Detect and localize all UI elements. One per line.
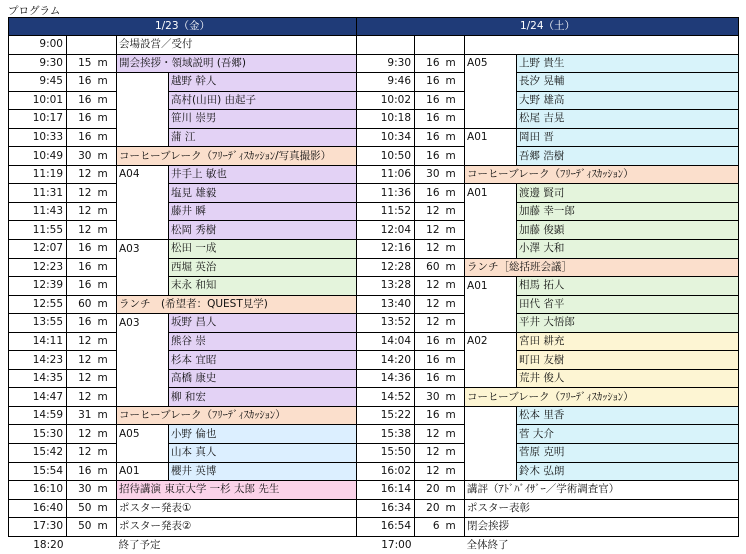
duration-cell: 12 bbox=[67, 369, 95, 388]
speaker-cell: 坂野 昌人 bbox=[169, 314, 357, 333]
speaker-cell: 松岡 秀樹 bbox=[169, 221, 357, 240]
duration-cell: 16 bbox=[67, 258, 95, 277]
unit-cell: m bbox=[95, 332, 117, 351]
unit-cell: m bbox=[443, 295, 465, 314]
speaker-cell: 柳 和宏 bbox=[169, 388, 357, 407]
time-cell: 10:34 bbox=[357, 128, 415, 147]
group-cell: A03 bbox=[117, 314, 169, 333]
speaker-cell: 高橋 康史 bbox=[169, 369, 357, 388]
table-row bbox=[9, 128, 739, 147]
table-row bbox=[9, 73, 739, 92]
duration-cell: 12 bbox=[415, 240, 443, 259]
time-cell: 14:52 bbox=[357, 388, 415, 407]
duration-cell bbox=[67, 36, 95, 55]
duration-cell: 16 bbox=[415, 406, 443, 425]
duration-cell: 60 bbox=[67, 295, 95, 314]
table-header-row bbox=[9, 18, 739, 36]
unit-cell: m bbox=[95, 351, 117, 370]
duration-cell: 20 bbox=[415, 499, 443, 518]
time-cell: 14:20 bbox=[357, 351, 415, 370]
time-cell: 10:18 bbox=[357, 110, 415, 129]
group-cell: A01 bbox=[465, 184, 517, 203]
unit-cell: m bbox=[95, 54, 117, 73]
unit-cell: m bbox=[443, 462, 465, 481]
unit-cell: m bbox=[95, 425, 117, 444]
speaker-cell: 加藤 俊顕 bbox=[517, 221, 739, 240]
speaker-cell: 櫻井 英博 bbox=[169, 462, 357, 481]
session-cell: 開会挨拶・領域説明 (吾郷) bbox=[117, 54, 357, 73]
table-row bbox=[9, 110, 739, 129]
speaker-cell: 荒井 俊人 bbox=[517, 369, 739, 388]
time-cell: 10:50 bbox=[357, 147, 415, 166]
duration-cell: 16 bbox=[67, 240, 95, 259]
duration-cell: 16 bbox=[415, 147, 443, 166]
session-cell: 終了予定 bbox=[118, 539, 161, 552]
unit-cell: m bbox=[95, 165, 117, 184]
table-row bbox=[9, 462, 739, 481]
duration-cell: 16 bbox=[415, 54, 443, 73]
unit-cell: m bbox=[443, 314, 465, 333]
time-cell: 15:42 bbox=[9, 444, 67, 463]
session-cell bbox=[465, 36, 739, 55]
time-cell: 15:54 bbox=[9, 462, 67, 481]
speaker-cell: 小澤 大和 bbox=[517, 240, 739, 259]
time-cell: 11:55 bbox=[9, 221, 67, 240]
group-cell bbox=[117, 277, 169, 296]
unit-cell: m bbox=[95, 184, 117, 203]
unit-cell: m bbox=[443, 221, 465, 240]
time-cell: 9:30 bbox=[9, 54, 67, 73]
time-cell: 12:39 bbox=[9, 277, 67, 296]
time-cell: 10:01 bbox=[9, 91, 67, 110]
duration-cell: 12 bbox=[415, 314, 443, 333]
duration-cell: 12 bbox=[415, 202, 443, 221]
session-cell: 閉会挨拶 bbox=[465, 518, 739, 537]
unit-cell: m bbox=[95, 73, 117, 92]
group-cell bbox=[117, 110, 169, 129]
speaker-cell: 田代 省平 bbox=[517, 295, 739, 314]
table-row bbox=[9, 202, 739, 221]
speaker-cell: 末永 和知 bbox=[169, 277, 357, 296]
group-cell bbox=[465, 462, 517, 481]
duration-cell: 16 bbox=[415, 369, 443, 388]
session-cell: 会場設営／受付 bbox=[117, 36, 357, 55]
table-row bbox=[9, 351, 739, 370]
duration-cell: 16 bbox=[67, 73, 95, 92]
unit-cell: m bbox=[95, 147, 117, 166]
duration-cell: 16 bbox=[67, 277, 95, 296]
table-row bbox=[9, 221, 739, 240]
duration-cell: 12 bbox=[415, 277, 443, 296]
session-cell: 招待講演 東京大学 一杉 太郎 先生 bbox=[117, 481, 357, 500]
unit-cell: m bbox=[443, 388, 465, 407]
session-cell: コーヒーブレーク（ﾌﾘｰﾃﾞｨｽｶｯｼｮﾝ/写真撮影） bbox=[117, 147, 357, 166]
unit-cell: m bbox=[443, 184, 465, 203]
unit-cell: m bbox=[443, 258, 465, 277]
duration-cell: 12 bbox=[67, 332, 95, 351]
table-row bbox=[9, 481, 739, 500]
time-cell: 14:59 bbox=[9, 406, 67, 425]
speaker-cell: 鈴木 弘朗 bbox=[517, 462, 739, 481]
duration-cell: 16 bbox=[67, 110, 95, 129]
duration-cell: 6 bbox=[415, 518, 443, 537]
group-cell bbox=[117, 128, 169, 147]
table-row bbox=[9, 369, 739, 388]
duration-cell: 16 bbox=[67, 462, 95, 481]
unit-cell: m bbox=[95, 314, 117, 333]
time-cell: 15:38 bbox=[357, 425, 415, 444]
speaker-cell: 平井 大悟郎 bbox=[517, 314, 739, 333]
unit-cell: m bbox=[443, 481, 465, 500]
unit-cell: m bbox=[443, 165, 465, 184]
time-cell: 13:28 bbox=[357, 277, 415, 296]
duration-cell: 12 bbox=[67, 388, 95, 407]
time-cell: 11:19 bbox=[9, 165, 67, 184]
group-cell: A01 bbox=[117, 462, 169, 481]
unit-cell: m bbox=[443, 54, 465, 73]
group-cell bbox=[465, 425, 517, 444]
duration-cell: 12 bbox=[415, 425, 443, 444]
table-row bbox=[9, 91, 739, 110]
duration-cell: 16 bbox=[67, 314, 95, 333]
speaker-cell: 松尾 吉晃 bbox=[517, 110, 739, 129]
unit-cell: m bbox=[443, 406, 465, 425]
time-cell bbox=[357, 36, 415, 55]
unit-cell: m bbox=[95, 221, 117, 240]
time-cell: 9:46 bbox=[357, 73, 415, 92]
speaker-cell: 蒲 江 bbox=[169, 128, 357, 147]
group-cell: A01 bbox=[465, 277, 517, 296]
time-cell: 16:40 bbox=[9, 499, 67, 518]
time-cell: 15:30 bbox=[9, 425, 67, 444]
group-cell bbox=[117, 202, 169, 221]
duration-cell: 30 bbox=[415, 165, 443, 184]
group-cell: A05 bbox=[117, 425, 169, 444]
duration-cell: 16 bbox=[415, 332, 443, 351]
duration-cell: 30 bbox=[67, 147, 95, 166]
duration-cell: 12 bbox=[415, 295, 443, 314]
unit-cell: m bbox=[443, 425, 465, 444]
speaker-cell: 松田 一成 bbox=[169, 240, 357, 259]
day1-header: 1/23（金） bbox=[9, 18, 357, 36]
group-cell bbox=[117, 332, 169, 351]
session-cell: コーヒーブレーク（ﾌﾘｰﾃﾞｨｽｶｯｼｮﾝ） bbox=[465, 165, 739, 184]
unit-cell: m bbox=[443, 202, 465, 221]
unit-cell bbox=[443, 36, 465, 55]
unit-cell: m bbox=[443, 240, 465, 259]
time-cell: 18:20 bbox=[33, 539, 64, 552]
unit-cell: m bbox=[443, 444, 465, 463]
unit-cell: m bbox=[443, 369, 465, 388]
time-cell: 16:02 bbox=[357, 462, 415, 481]
duration-cell: 15 bbox=[67, 54, 95, 73]
time-cell: 16:54 bbox=[357, 518, 415, 537]
speaker-cell: 松本 里香 bbox=[517, 406, 739, 425]
table-row bbox=[9, 518, 739, 537]
duration-cell: 30 bbox=[67, 481, 95, 500]
group-cell bbox=[117, 444, 169, 463]
group-cell bbox=[117, 91, 169, 110]
unit-cell: m bbox=[95, 462, 117, 481]
unit-cell bbox=[95, 536, 117, 554]
day2-header: 1/24（土） bbox=[357, 18, 739, 36]
duration-cell: 12 bbox=[67, 165, 95, 184]
table-row bbox=[9, 425, 739, 444]
time-cell: 12:07 bbox=[9, 240, 67, 259]
time-cell: 13:52 bbox=[357, 314, 415, 333]
unit-cell: m bbox=[443, 91, 465, 110]
session-cell: ランチ［総括班会議］ bbox=[465, 258, 739, 277]
group-cell bbox=[465, 444, 517, 463]
speaker-cell: 菅原 克明 bbox=[517, 444, 739, 463]
group-cell bbox=[465, 351, 517, 370]
speaker-cell: 大野 雄高 bbox=[517, 91, 739, 110]
duration-cell: 12 bbox=[415, 444, 443, 463]
time-cell: 11:36 bbox=[357, 184, 415, 203]
unit-cell: m bbox=[95, 481, 117, 500]
time-cell: 10:17 bbox=[9, 110, 67, 129]
group-cell bbox=[465, 202, 517, 221]
duration-cell: 12 bbox=[67, 425, 95, 444]
schedule-table bbox=[8, 17, 739, 554]
group-cell bbox=[465, 110, 517, 129]
session-cell: 全体終了 bbox=[466, 539, 509, 552]
duration-cell: 12 bbox=[67, 221, 95, 240]
unit-cell: m bbox=[95, 295, 117, 314]
duration-cell bbox=[415, 536, 443, 554]
speaker-cell: 笹川 崇男 bbox=[169, 110, 357, 129]
table-row bbox=[9, 165, 739, 184]
time-cell: 14:04 bbox=[357, 332, 415, 351]
session-cell: コーヒーブレーク（ﾌﾘｰﾃﾞｨｽｶｯｼｮﾝ） bbox=[117, 406, 357, 425]
time-cell: 12:16 bbox=[357, 240, 415, 259]
table-row bbox=[9, 36, 739, 55]
speaker-cell: 吾郷 浩樹 bbox=[517, 147, 739, 166]
duration-cell: 20 bbox=[415, 481, 443, 500]
duration-cell bbox=[415, 36, 443, 55]
group-cell bbox=[465, 314, 517, 333]
table-row bbox=[9, 258, 739, 277]
time-cell: 17:00 bbox=[381, 539, 412, 552]
group-cell bbox=[117, 351, 169, 370]
speaker-cell: 渡邊 賢司 bbox=[517, 184, 739, 203]
time-cell: 12:55 bbox=[9, 295, 67, 314]
session-cell: ポスター発表② bbox=[117, 518, 357, 537]
table-row bbox=[9, 332, 739, 351]
unit-cell: m bbox=[95, 499, 117, 518]
time-cell: 13:55 bbox=[9, 314, 67, 333]
time-cell: 13:40 bbox=[357, 295, 415, 314]
time-cell: 17:30 bbox=[9, 518, 67, 537]
unit-cell: m bbox=[443, 499, 465, 518]
duration-cell: 12 bbox=[415, 462, 443, 481]
unit-cell: m bbox=[443, 518, 465, 537]
duration-cell: 12 bbox=[67, 351, 95, 370]
time-cell: 16:10 bbox=[9, 481, 67, 500]
time-cell: 9:45 bbox=[9, 73, 67, 92]
time-cell: 11:52 bbox=[357, 202, 415, 221]
speaker-cell: 上野 貴生 bbox=[517, 54, 739, 73]
unit-cell: m bbox=[95, 202, 117, 221]
speaker-cell: 熊谷 崇 bbox=[169, 332, 357, 351]
group-cell bbox=[465, 91, 517, 110]
table-row bbox=[9, 314, 739, 333]
table-row bbox=[9, 536, 739, 554]
duration-cell: 12 bbox=[415, 221, 443, 240]
duration-cell: 31 bbox=[67, 406, 95, 425]
unit-cell: m bbox=[95, 518, 117, 537]
speaker-cell: 越野 幹人 bbox=[169, 73, 357, 92]
speaker-cell: 塩見 雄毅 bbox=[169, 184, 357, 203]
table-row bbox=[9, 444, 739, 463]
group-cell bbox=[465, 221, 517, 240]
speaker-cell: 井手上 敏也 bbox=[169, 165, 357, 184]
session-cell: ランチ (希望者：QUEST見学) bbox=[117, 295, 357, 314]
duration-cell: 16 bbox=[415, 184, 443, 203]
time-cell: 10:33 bbox=[9, 128, 67, 147]
unit-cell: m bbox=[95, 406, 117, 425]
group-cell: A03 bbox=[117, 240, 169, 259]
unit-cell: m bbox=[95, 91, 117, 110]
duration-cell: 50 bbox=[67, 518, 95, 537]
duration-cell: 60 bbox=[415, 258, 443, 277]
duration-cell: 30 bbox=[415, 388, 443, 407]
speaker-cell: 岡田 晋 bbox=[517, 128, 739, 147]
group-cell bbox=[465, 147, 517, 166]
unit-cell: m bbox=[95, 277, 117, 296]
duration-cell: 12 bbox=[67, 184, 95, 203]
time-cell: 12:04 bbox=[357, 221, 415, 240]
duration-cell bbox=[67, 536, 95, 554]
time-cell: 9:00 bbox=[9, 36, 67, 55]
duration-cell: 16 bbox=[415, 128, 443, 147]
duration-cell: 16 bbox=[415, 351, 443, 370]
unit-cell: m bbox=[95, 444, 117, 463]
speaker-cell: 菅 大介 bbox=[517, 425, 739, 444]
table-row bbox=[9, 295, 739, 314]
group-cell bbox=[117, 388, 169, 407]
session-cell: ポスター発表① bbox=[117, 499, 357, 518]
speaker-cell: 加藤 幸一郎 bbox=[517, 202, 739, 221]
unit-cell: m bbox=[443, 277, 465, 296]
time-cell: 14:36 bbox=[357, 369, 415, 388]
unit-cell: m bbox=[443, 128, 465, 147]
unit-cell: m bbox=[95, 258, 117, 277]
duration-cell: 16 bbox=[67, 128, 95, 147]
duration-cell: 50 bbox=[67, 499, 95, 518]
table-row bbox=[9, 184, 739, 203]
table-row bbox=[9, 277, 739, 296]
group-cell bbox=[117, 369, 169, 388]
speaker-cell: 西堀 英治 bbox=[169, 258, 357, 277]
speaker-cell: 町田 友樹 bbox=[517, 351, 739, 370]
table-row bbox=[9, 406, 739, 425]
group-cell bbox=[117, 184, 169, 203]
table-row bbox=[9, 147, 739, 166]
time-cell: 16:34 bbox=[357, 499, 415, 518]
group-cell bbox=[465, 406, 517, 425]
speaker-cell: 山本 真人 bbox=[169, 444, 357, 463]
group-cell: A04 bbox=[117, 165, 169, 184]
unit-cell: m bbox=[443, 147, 465, 166]
time-cell: 11:43 bbox=[9, 202, 67, 221]
duration-cell: 12 bbox=[67, 202, 95, 221]
time-cell: 9:30 bbox=[357, 54, 415, 73]
time-cell: 15:22 bbox=[357, 406, 415, 425]
table-row bbox=[9, 388, 739, 407]
duration-cell: 16 bbox=[415, 91, 443, 110]
time-cell: 14:35 bbox=[9, 369, 67, 388]
unit-cell: m bbox=[443, 73, 465, 92]
group-cell bbox=[465, 295, 517, 314]
unit-cell: m bbox=[95, 240, 117, 259]
group-cell: A05 bbox=[465, 54, 517, 73]
duration-cell: 16 bbox=[415, 73, 443, 92]
session-cell: 講評（ｱﾄﾞﾊﾞｲｻﾞｰ／学術調査官） bbox=[465, 481, 739, 500]
group-cell: A01 bbox=[465, 128, 517, 147]
unit-cell: m bbox=[443, 110, 465, 129]
speaker-cell: 小野 倫也 bbox=[169, 425, 357, 444]
unit-cell: m bbox=[443, 332, 465, 351]
group-cell bbox=[117, 73, 169, 92]
speaker-cell: 相馬 拓人 bbox=[517, 277, 739, 296]
time-cell: 11:06 bbox=[357, 165, 415, 184]
table-row bbox=[9, 54, 739, 73]
speaker-cell: 藤井 瞬 bbox=[169, 202, 357, 221]
group-cell bbox=[117, 221, 169, 240]
session-cell: ポスター表彰 bbox=[465, 499, 739, 518]
time-cell: 14:23 bbox=[9, 351, 67, 370]
group-cell bbox=[465, 240, 517, 259]
group-cell bbox=[465, 73, 517, 92]
duration-cell: 12 bbox=[67, 444, 95, 463]
speaker-cell: 杉本 宜昭 bbox=[169, 351, 357, 370]
time-cell: 15:50 bbox=[357, 444, 415, 463]
time-cell: 10:02 bbox=[357, 91, 415, 110]
duration-cell: 16 bbox=[67, 91, 95, 110]
speaker-cell: 宮田 耕充 bbox=[517, 332, 739, 351]
time-cell: 14:11 bbox=[9, 332, 67, 351]
unit-cell: m bbox=[95, 388, 117, 407]
speaker-cell: 長汐 晃輔 bbox=[517, 73, 739, 92]
time-cell: 14:47 bbox=[9, 388, 67, 407]
time-cell: 12:23 bbox=[9, 258, 67, 277]
group-cell bbox=[465, 369, 517, 388]
unit-cell: m bbox=[443, 351, 465, 370]
unit-cell: m bbox=[95, 128, 117, 147]
page-title: プログラム bbox=[8, 5, 61, 17]
table-row bbox=[9, 240, 739, 259]
speaker-cell: 高村(山田) 由起子 bbox=[169, 91, 357, 110]
time-cell: 10:49 bbox=[9, 147, 67, 166]
group-cell: A02 bbox=[465, 332, 517, 351]
group-cell bbox=[117, 258, 169, 277]
time-cell: 16:14 bbox=[357, 481, 415, 500]
table-row bbox=[9, 499, 739, 518]
time-cell: 11:31 bbox=[9, 184, 67, 203]
time-cell: 12:28 bbox=[357, 258, 415, 277]
unit-cell bbox=[95, 36, 117, 55]
duration-cell: 16 bbox=[415, 110, 443, 129]
unit-cell: m bbox=[95, 369, 117, 388]
unit-cell: m bbox=[95, 110, 117, 129]
session-cell: コーヒーブレーク（ﾌﾘｰﾃﾞｨｽｶｯｼｮﾝ） bbox=[465, 388, 739, 407]
unit-cell bbox=[443, 536, 465, 554]
